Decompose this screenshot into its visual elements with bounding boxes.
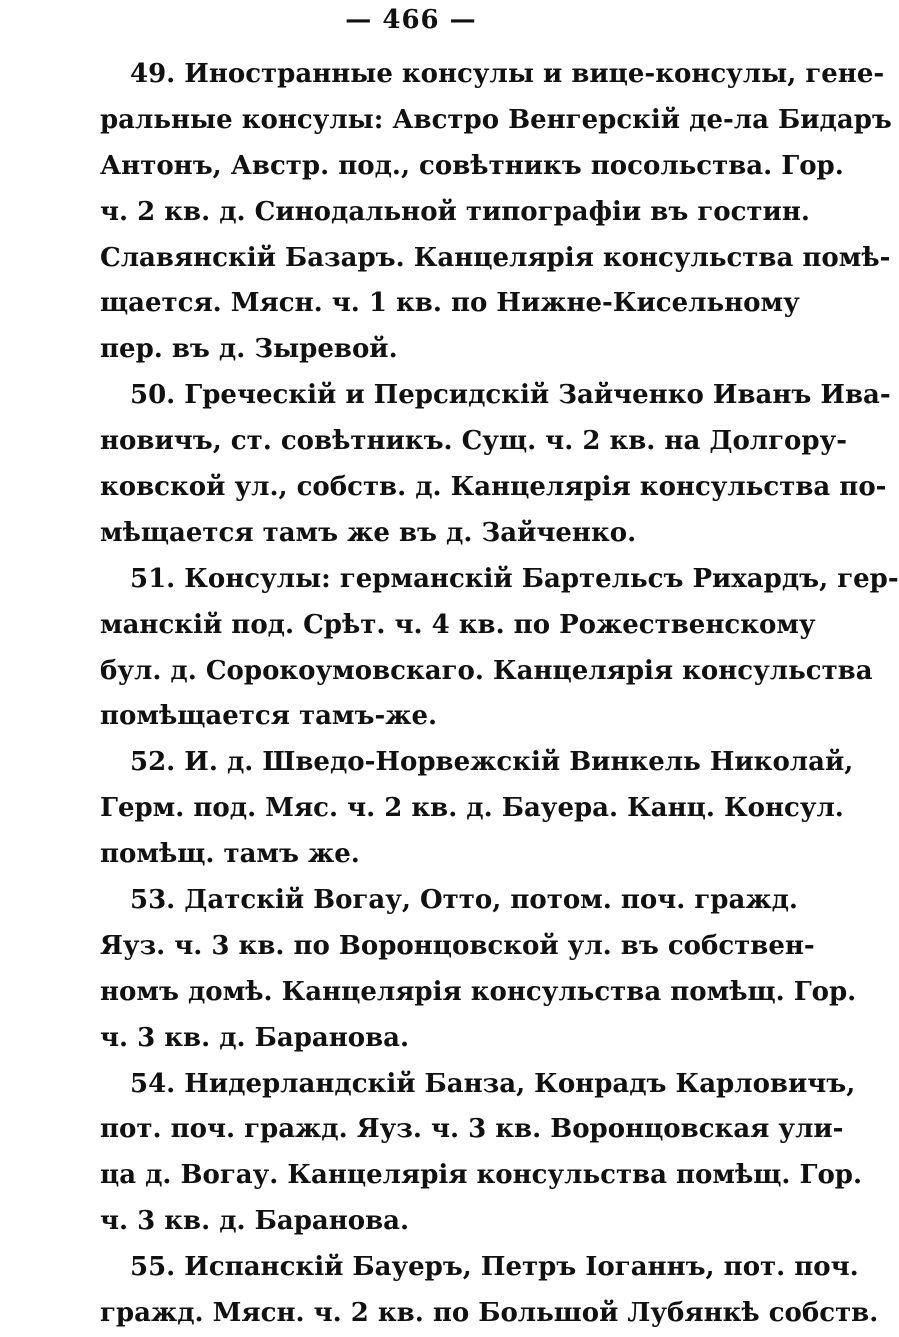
entry-line: 49. Иностранные консулы и вице-консулы, гене- (130, 59, 885, 89)
entry-line: мѣщается тамъ же въ д. Зайченко. (100, 517, 637, 548)
entry-54 (100, 1062, 863, 1246)
entry-49 (100, 52, 892, 373)
entry-line: номъ домѣ. Канцелярія консульства помѣщ. Гор. (100, 976, 857, 1007)
entry-line: 51. Консулы: германскій Бартельсъ Рихардъ, гер- (130, 563, 899, 594)
entry-53 (100, 878, 857, 1062)
entry-line: ч. 2 кв. д. Синодальной типографіи въ гостин. (100, 196, 810, 227)
entry-line: 50. Греческій и Персидскій Зайченко Иванъ Ива- (130, 380, 891, 411)
entry-line: манскій под. Срѣт. ч. 4 кв. по Рожественскому (100, 609, 816, 640)
entry-line: бул. д. Сорокоумовскаго. Канцелярія консульства (100, 655, 873, 686)
page-number: — 466 — (345, 5, 477, 35)
entry-line: гражд. Мясн. ч. 2 кв. по Большой Лубянкѣ собств. (100, 1298, 879, 1329)
entry-line: 55. Испанскій Бауеръ, Петръ Іоганнъ, пот. поч. (130, 1252, 859, 1283)
entry-line: новичъ, ст. совѣтникъ. Сущ. ч. 2 кв. на Долгору- (100, 426, 848, 457)
entry-line: 52. И. д. Шведо-Норвежскій Винкель Николай, (130, 747, 854, 778)
entry-line: 53. Датскій Вогау, Отто, потом. поч. гражд. (130, 885, 798, 916)
entry-line: пот. поч. гражд. Яуз. ч. 3 кв. Воронцовская ули- (100, 1114, 844, 1145)
entry-50 (100, 373, 891, 557)
entry-51 (100, 557, 899, 741)
entry-line: 54. Нидерландскій Банза, Конрадъ Карловичъ, (130, 1068, 856, 1099)
entry-line: Славянскій Базаръ. Канцелярія консульства помѣ- (100, 242, 891, 273)
entry-line: помѣщ. тамъ же. (100, 839, 360, 870)
entry-line: ца д. Вогау. Канцелярія консульства помѣщ. Гор. (100, 1160, 863, 1191)
entry-line: ральные консулы: Австро Венгерскій де-ла Бидаръ (100, 104, 892, 135)
entry-line: помѣщается тамъ-же. (100, 701, 438, 732)
entry-line: Яуз. ч. 3 кв. по Воронцовской ул. въ собствен- (100, 930, 815, 961)
entry-line: щается. Мясн. ч. 1 кв. по Нижне-Кисельному (100, 288, 800, 319)
entry-55 (100, 1245, 879, 1337)
entry-line: ковской ул., собств. д. Канцелярія консульства по- (100, 472, 887, 503)
entry-line: ч. 3 кв. д. Баранова. (100, 1022, 410, 1053)
entry-52 (100, 740, 854, 878)
entry-line: пер. въ д. Зыревой. (100, 334, 398, 365)
entry-line: Антонъ, Австр. под., совѣтникъ посольства. Гор. (100, 150, 844, 181)
entry-line: ч. 3 кв. д. Баранова. (100, 1206, 410, 1237)
entry-line: Герм. под. Мяс. ч. 2 кв. д. Бауера. Канц. Консул. (100, 793, 844, 824)
text-column (100, 52, 899, 1337)
